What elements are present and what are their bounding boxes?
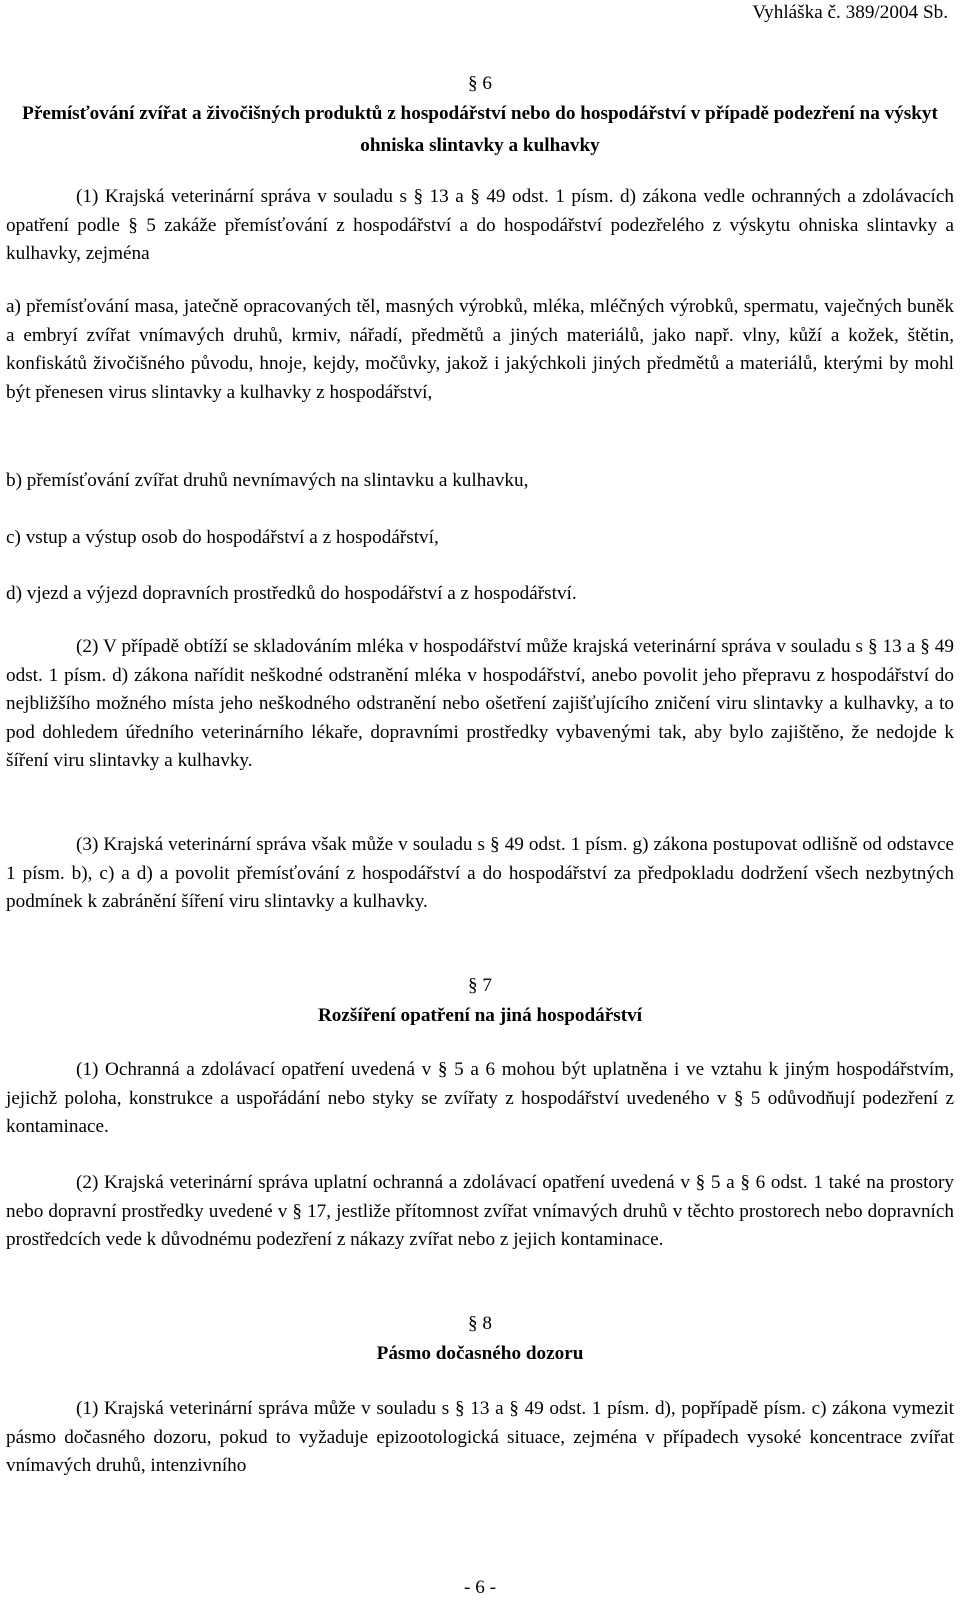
paragraph-6-1-b: b) přemísťování zvířat druhů nevnímavých na slintavku a kulhavku, <box>6 470 529 491</box>
section-number: § 6 <box>468 73 492 94</box>
paragraph-6-1-c: c) vstup a výstup osob do hospodářství a z hospodářství, <box>6 527 439 548</box>
section-heading-6 <box>0 70 960 162</box>
page-number: - 6 - <box>464 1577 496 1598</box>
paragraph-7-2: (2) Krajská veterinární správa uplatní ochranná a zdolávací opatření uvedená v § 5 a § 6 odst. 1 také na prostory nebo dopravní prostředky uvedené v § 17, jestliže přítomnost zvířat vnímavých druhů v těchto prostorech nebo dopravních prostředcích vede k důvodnému podezření z nákazy zvířat nebo z jejich kontaminace. <box>6 1172 954 1250</box>
section-title: Rozšíření opatření na jiná hospodářství <box>317 1005 643 1026</box>
section-heading-8 <box>0 1310 960 1370</box>
page-header: Vyhláška č. 389/2004 Sb. <box>752 2 948 23</box>
paragraph-6-2: (2) V případě obtíží se skladováním mléka v hospodářství může krajská veterinární správa v souladu s § 13 a § 49 odst. 1 písm. d) zákona nařídit neškodné odstranění mléka v hospodářství, anebo povolit jeho přepravu z hospodářství do nejbližšího možného místa jeho neškodného odstranění nebo ošetření zajišťujícího zničení viru slintavky a kulhavky, a to pod dohledem úředního veterinárního lékaře, dopravními prostředky vybavenými tak, aby bylo zajištěno, že nedojde k šíření viru slintavky a kulhavky. <box>6 636 954 771</box>
paragraph-6-1-d: d) vjezd a výjezd dopravních prostředků do hospodářství a z hospodářství. <box>6 583 577 604</box>
section-number: § 7 <box>468 975 492 996</box>
paragraph-6-1-a: a) přemísťování masa, jatečně opracovaných těl, masných výrobků, mléka, mléčných výrobků, spermatu, vaječných buněk a embryí zvířat vnímavých druhů, krmiv, nářadí, předmětů a jiných materiálů, jako např. vlny, kůží a kožek, štětin, konfiskátů živočišného původu, hnoje, kejdy, močůvky, jakož i jakýchkoli jiných předmětů a materiálů, kterými by mohl být přenesen virus slintavky a kulhavky z hospodářství, <box>6 296 954 403</box>
paragraph-7-1: (1) Ochranná a zdolávací opatření uvedená v § 5 a 6 mohou být uplatněna i ve vztahu k jiným hospodářstvím, jejichž poloha, konstrukce a uspořádání nebo styky se zvířaty z hospodářství uvedeného v § 5 odůvodňují podezření z kontaminace. <box>6 1059 954 1137</box>
section-number: § 8 <box>468 1313 492 1334</box>
section-title: Přemísťování zvířat a živočišných produktů z hospodářství nebo do hospodářství v případě podezření na výskyt ohniska slintavky a kulhavky <box>22 103 938 156</box>
paragraph-6-3: (3) Krajská veterinární správa však může v souladu s § 49 odst. 1 písm. g) zákona postupovat odlišně od odstavce 1 písm. b), c) a d) a povolit přemísťování z hospodářství a do hospodářství za předpokladu dodržení všech nezbytných podmínek k zabránění šíření viru slintavky a kulhavky. <box>6 834 954 912</box>
paragraph-6-1: (1) Krajská veterinární správa v souladu s § 13 a § 49 odst. 1 písm. d) zákona vedle ochranných a zdolávacích opatření podle § 5 zakáže přemísťování z hospodářství a do hospodářství podezřelého z výskytu ohniska slintavky a kulhavky, zejména <box>6 186 954 264</box>
paragraph-8-1: (1) Krajská veterinární správa může v souladu s § 13 a § 49 odst. 1 písm. d), popřípadě písm. c) zákona vymezit pásmo dočasného dozoru, pokud to vyžaduje epizootologická situace, zejména v případech vysoké koncentrace zvířat vnímavých druhů, intenzivního <box>6 1398 954 1476</box>
section-heading-7 <box>0 972 960 1032</box>
section-title: Pásmo dočasného dozoru <box>376 1343 584 1364</box>
